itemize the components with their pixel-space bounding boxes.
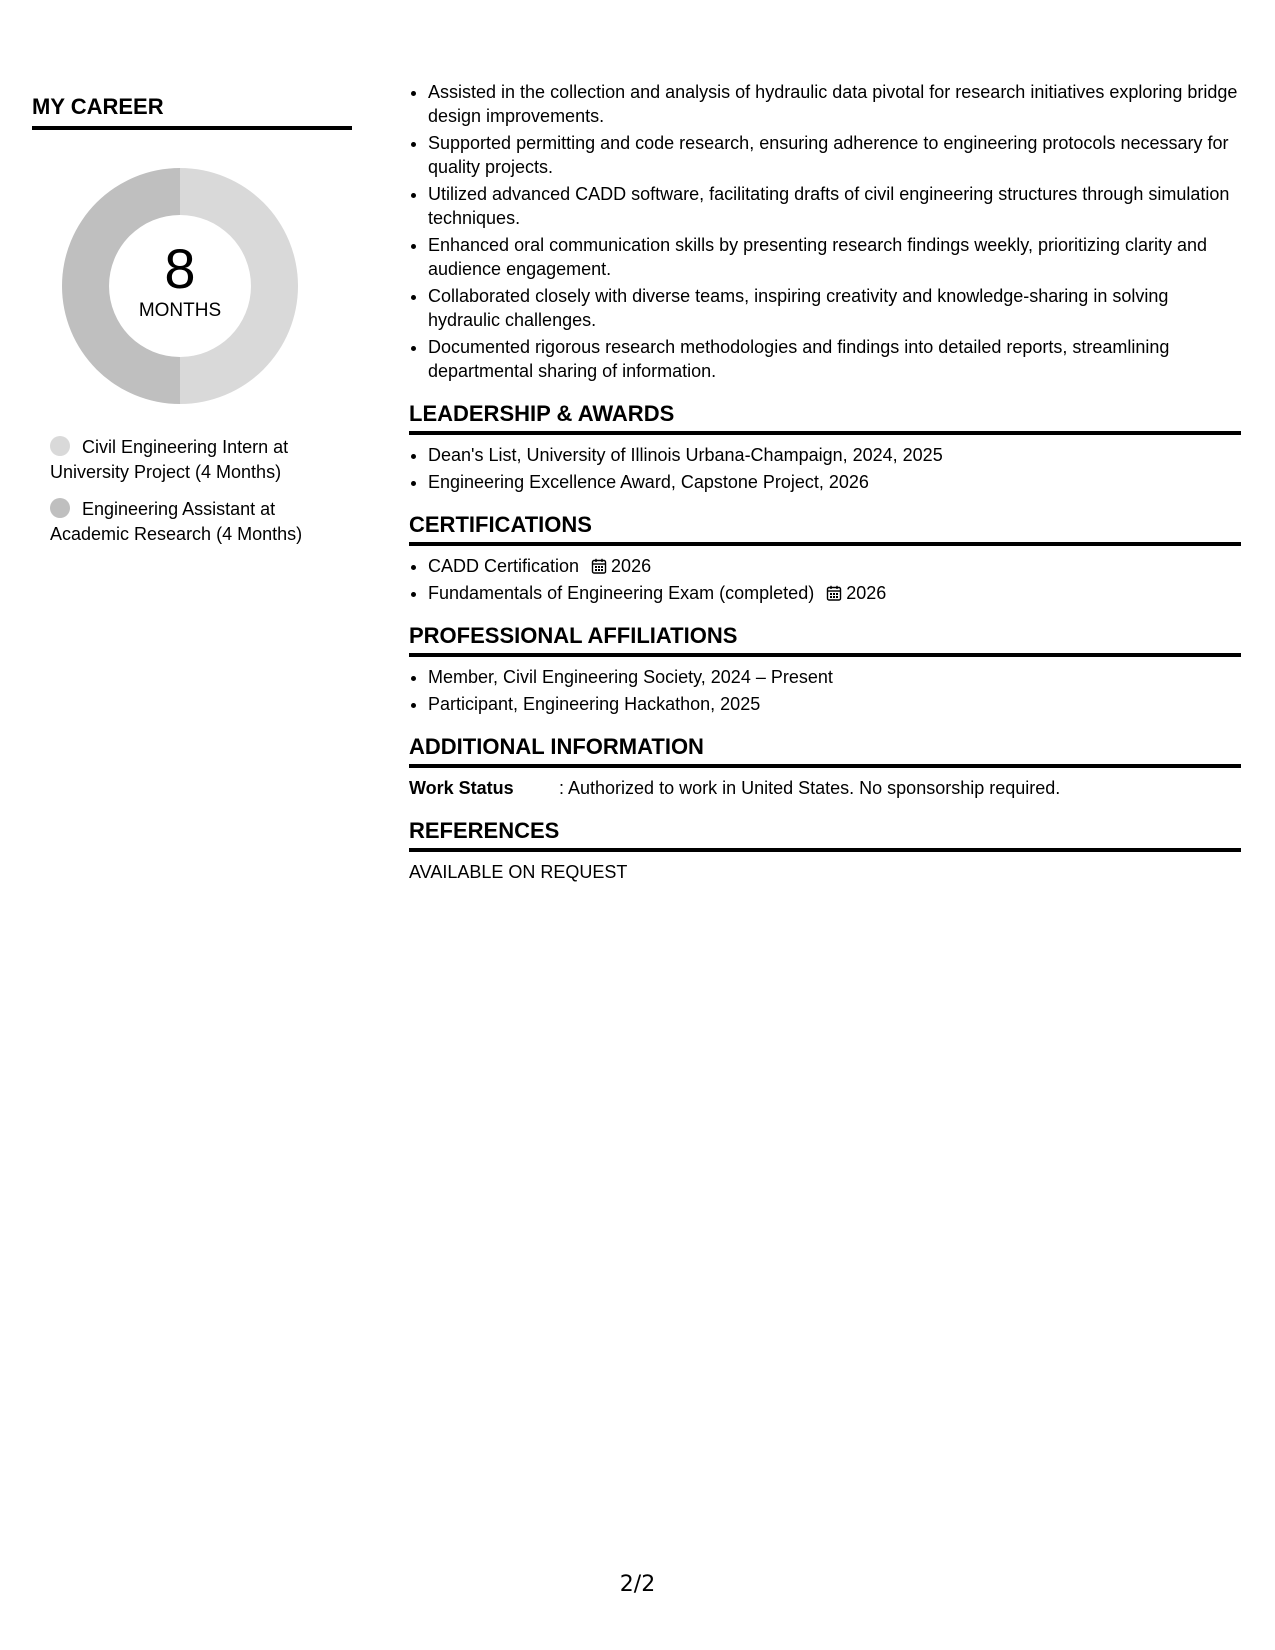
section-title: PROFESSIONAL AFFILIATIONS bbox=[409, 621, 1241, 657]
main-content bbox=[409, 80, 1241, 884]
list-item: • Participant, Engineering Hackathon, 2025 bbox=[428, 692, 1241, 716]
work-status-row bbox=[409, 776, 1241, 800]
list-item: • Documented rigorous research methodologies and findings into detailed reports, streamlining departmental sharing of information. bbox=[428, 335, 1241, 383]
legend-text: Civil Engineering Intern at University Project (4 Months) bbox=[50, 437, 289, 482]
legend-dot-icon bbox=[50, 436, 70, 456]
donut-center bbox=[57, 163, 303, 409]
additional-info-section bbox=[409, 732, 1241, 800]
certifications-list bbox=[409, 554, 1241, 605]
career-legend bbox=[50, 435, 340, 547]
references-section bbox=[409, 816, 1241, 884]
calendar-icon bbox=[591, 558, 607, 574]
affiliations-list bbox=[409, 665, 1241, 716]
list-item: • Utilized advanced CADD software, facilitating drafts of civil engineering structures through simulation techniques. bbox=[428, 182, 1241, 230]
certification-year: 2026 bbox=[611, 556, 652, 576]
work-status-value: : Authorized to work in United States. No sponsorship required. bbox=[559, 778, 1061, 798]
affiliations-section bbox=[409, 621, 1241, 716]
career-donut-chart bbox=[57, 163, 303, 409]
section-title: CERTIFICATIONS bbox=[409, 510, 1241, 546]
donut-unit: MONTHS bbox=[138, 300, 222, 321]
list-item: • Assisted in the collection and analysis of hydraulic data pivotal for research initiatives exploring bridge design improvements. bbox=[428, 80, 1241, 128]
page-number: 2/2 bbox=[619, 1572, 656, 1597]
section-title: LEADERSHIP & AWARDS bbox=[409, 399, 1241, 435]
legend-dot-icon bbox=[50, 498, 70, 518]
work-status-label: Work Status bbox=[409, 778, 514, 798]
section-title: REFERENCES bbox=[409, 816, 1241, 852]
references-text: AVAILABLE ON REQUEST bbox=[409, 862, 628, 882]
list-item: • Collaborated closely with diverse teams, inspiring creativity and knowledge-sharing in solving hydraulic challenges. bbox=[428, 284, 1241, 332]
list-item: • Dean's List, University of Illinois Urbana-Champaign, 2024, 2025 bbox=[428, 443, 1241, 467]
list-item bbox=[428, 554, 1241, 578]
legend-text: Engineering Assistant at Academic Research (4 Months) bbox=[50, 499, 303, 544]
experience-bullets bbox=[409, 80, 1241, 383]
certification-name: CADD Certification bbox=[428, 556, 580, 576]
list-item: • Enhanced oral communication skills by presenting research findings weekly, prioritizing clarity and audience engagement. bbox=[428, 233, 1241, 281]
career-title: MY CAREER bbox=[32, 92, 352, 130]
section-title: ADDITIONAL INFORMATION bbox=[409, 732, 1241, 768]
certifications-section bbox=[409, 510, 1241, 605]
leadership-section bbox=[409, 399, 1241, 494]
list-item bbox=[428, 581, 1241, 605]
donut-value: 8 bbox=[164, 237, 196, 300]
certification-year: 2026 bbox=[846, 583, 887, 603]
list-item: • Member, Civil Engineering Society, 2024 – Present bbox=[428, 665, 1241, 689]
list-item: • Supported permitting and code research, ensuring adherence to engineering protocols necessary for quality projects. bbox=[428, 131, 1241, 179]
leadership-list bbox=[409, 443, 1241, 494]
calendar-icon bbox=[826, 585, 842, 601]
legend-item bbox=[50, 435, 340, 485]
certification-name: Fundamentals of Engineering Exam (completed) bbox=[428, 583, 815, 603]
list-item: • Engineering Excellence Award, Capstone Project, 2026 bbox=[428, 470, 1241, 494]
career-sidebar bbox=[32, 92, 352, 559]
legend-item bbox=[50, 497, 340, 547]
